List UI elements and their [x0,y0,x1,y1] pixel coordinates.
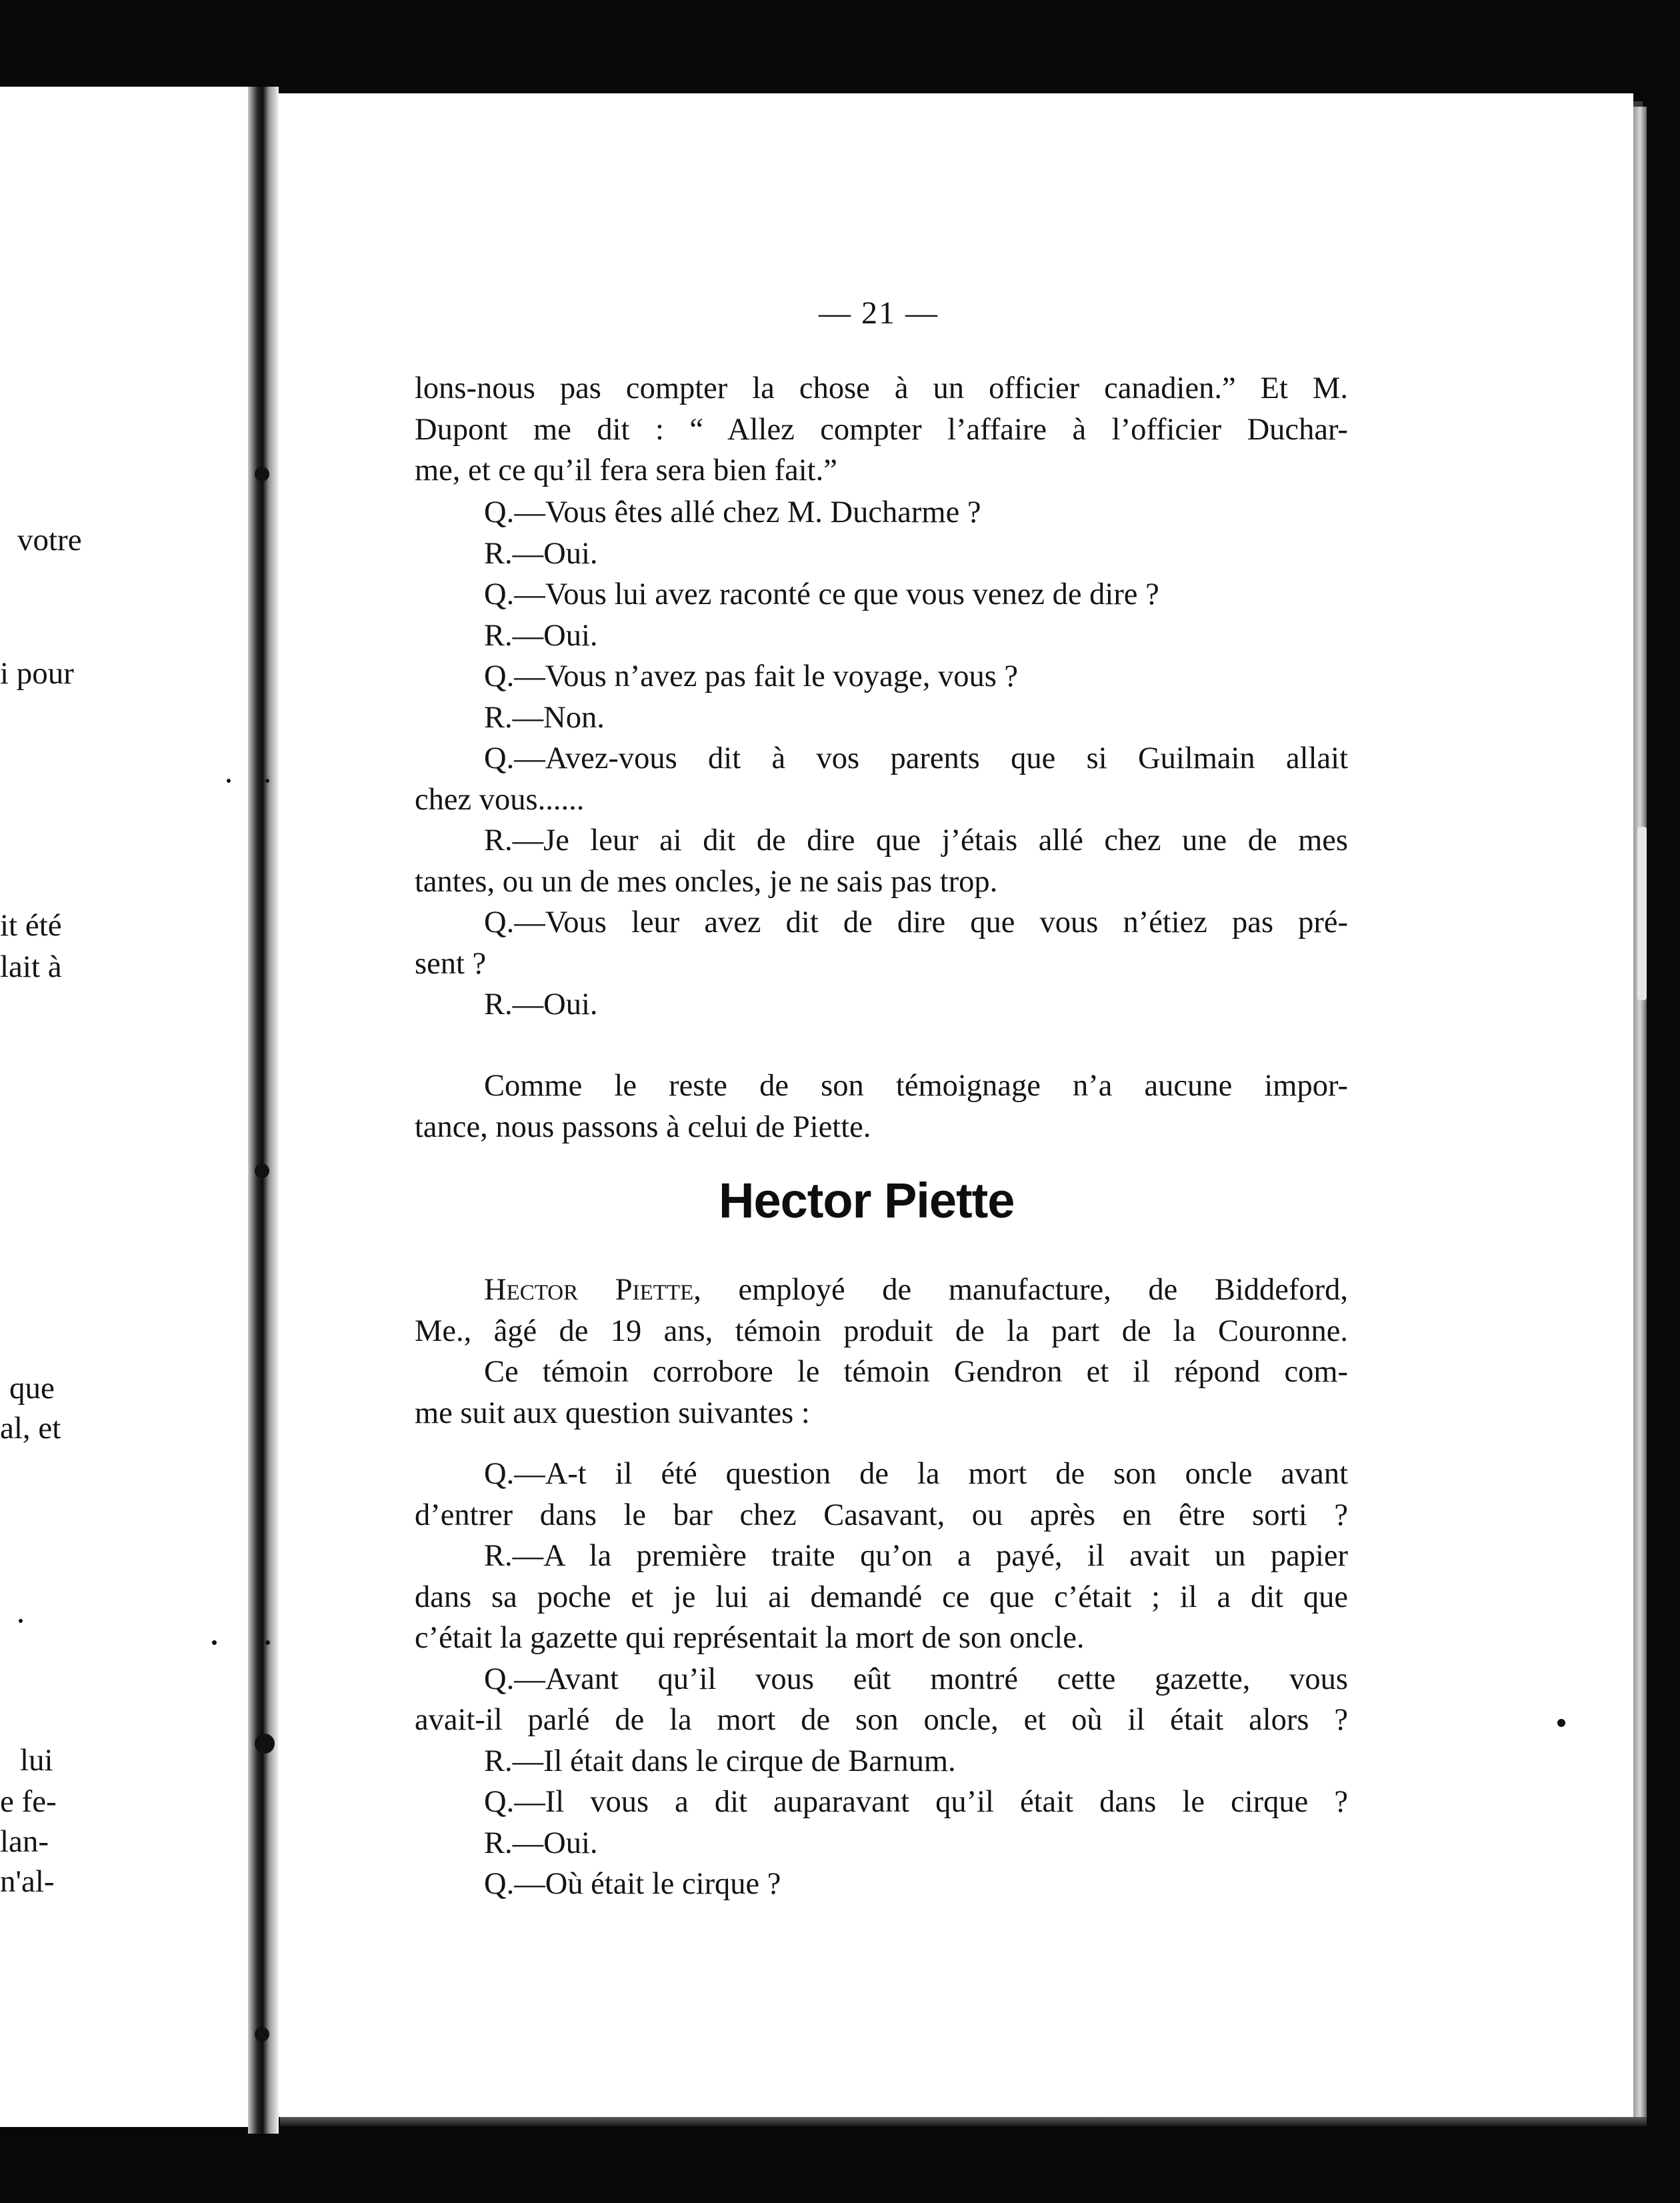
question-line: avait-il parlé de la mort de son oncle, et où il était alors ? [415,1703,1348,1737]
scan-speck [19,1619,23,1623]
answer-line: dans sa poche et je lui ai demandé ce que c’était ; il a dit que [415,1580,1348,1614]
scan-speck [265,779,269,783]
left-fragment: lait à [0,949,62,984]
left-fragment: n'al- [0,1864,55,1899]
left-fragment: it été [0,908,62,943]
binding-stitch [255,467,269,481]
left-fragment: lui [20,1743,53,1778]
question-line: Q.—Vous êtes allé chez M. Ducharme ? [484,495,981,529]
text-line: me, et ce qu’il fera sera bien fait.” [415,453,837,487]
question-line: Q.—Où était le cirque ? [484,1867,781,1901]
left-fragment: i pour [0,656,74,691]
answer-line: R.—Oui. [484,618,598,653]
page-number: — 21 — [819,295,939,331]
answer-line: c’était la gazette qui représentait la mort de son oncle. [415,1621,1085,1655]
testimony-exchange-2 [415,1454,1348,1905]
question-line: Q.—Vous lui avez raconté ce que vous venez de dire ? [484,577,1159,611]
text-line: tance, nous passons à celui de Piette. [415,1110,871,1144]
section-heading: Hector Piette [719,1173,1015,1228]
binding-stitch [255,1734,275,1754]
binding-gutter [248,87,279,2134]
left-fragment: e fe- [0,1784,57,1819]
witness-intro [415,1270,1348,1434]
question-line: Q.—A-t il été question de la mort de son oncle avant [484,1457,1348,1491]
scan-speck [265,1640,270,1645]
text-line: Comme le reste de son témoignage n’a aucune impor- [484,1069,1348,1103]
text-line: Ce témoin corrobore le témoin Gendron et il répond com- [484,1355,1348,1389]
left-fragment: al, et [0,1411,61,1446]
question-line: Q.—Vous leur avez dit de dire que vous n’étiez pas pré- [484,905,1348,939]
question-line: Q.—Vous n’avez pas fait le voyage, vous ? [484,659,1019,693]
question-line: Q.—Avez-vous dit à vos parents que si Guilmain allait [484,741,1348,775]
left-fragment: lan- [0,1824,49,1859]
answer-line: R.—Non. [484,700,605,735]
question-line: sent ? [415,946,487,981]
summary-paragraph [415,1065,1348,1148]
answer-line: R.—A la première traite qu’on a payé, il avait un papier [484,1539,1348,1573]
scan-speck [212,1640,217,1645]
left-fragment: votre [17,523,82,557]
scan-speck [1637,827,1647,1000]
text-line: me suit aux question suivantes : [415,1396,810,1430]
witness-name: Hector Piette, [484,1273,701,1307]
answer-line: R.—Il était dans le cirque de Barnum. [484,1744,956,1778]
answer-line: tantes, ou un de mes oncles, je ne sais pas trop. [415,864,998,899]
scan-speck [227,779,231,783]
page-edge [1633,107,1647,2120]
question-line: d’entrer dans le bar chez Casavant, ou après en être sorti ? [415,1498,1348,1532]
testimony-exchange-1 [415,492,1348,1025]
continued-paragraph [415,368,1348,491]
binding-stitch [255,1164,269,1178]
text-line: Me., âgé de 19 ans, témoin produit de la part de la Couronne. [415,1314,1348,1348]
answer-line: R.—Oui. [484,1826,598,1860]
question-line: Q.—Il vous a dit auparavant qu’il était dans le cirque ? [484,1785,1348,1819]
page-bottom-edge [280,2117,1647,2126]
text-line: Dupont me dit : “ Allez compter l’affaire à l’officier Duchar- [415,412,1348,447]
scan-speck [1557,1719,1565,1727]
answer-line: R.—Oui. [484,536,598,571]
text-line: lons-nous pas compter la chose à un officier canadien.” Et M. [415,371,1348,405]
question-line: chez vous...... [415,782,585,817]
binding-stitch [255,2027,269,2042]
answer-line: R.—Je leur ai dit de dire que j’étais allé chez une de mes [484,823,1348,857]
left-fragment: que [9,1371,55,1406]
question-line: Q.—Avant qu’il vous eût montré cette gazette, vous [484,1662,1348,1696]
witness-description: employé de manufacture, de Biddeford, [701,1273,1348,1307]
text-line [415,1270,1348,1311]
answer-line: R.—Oui. [484,987,598,1021]
